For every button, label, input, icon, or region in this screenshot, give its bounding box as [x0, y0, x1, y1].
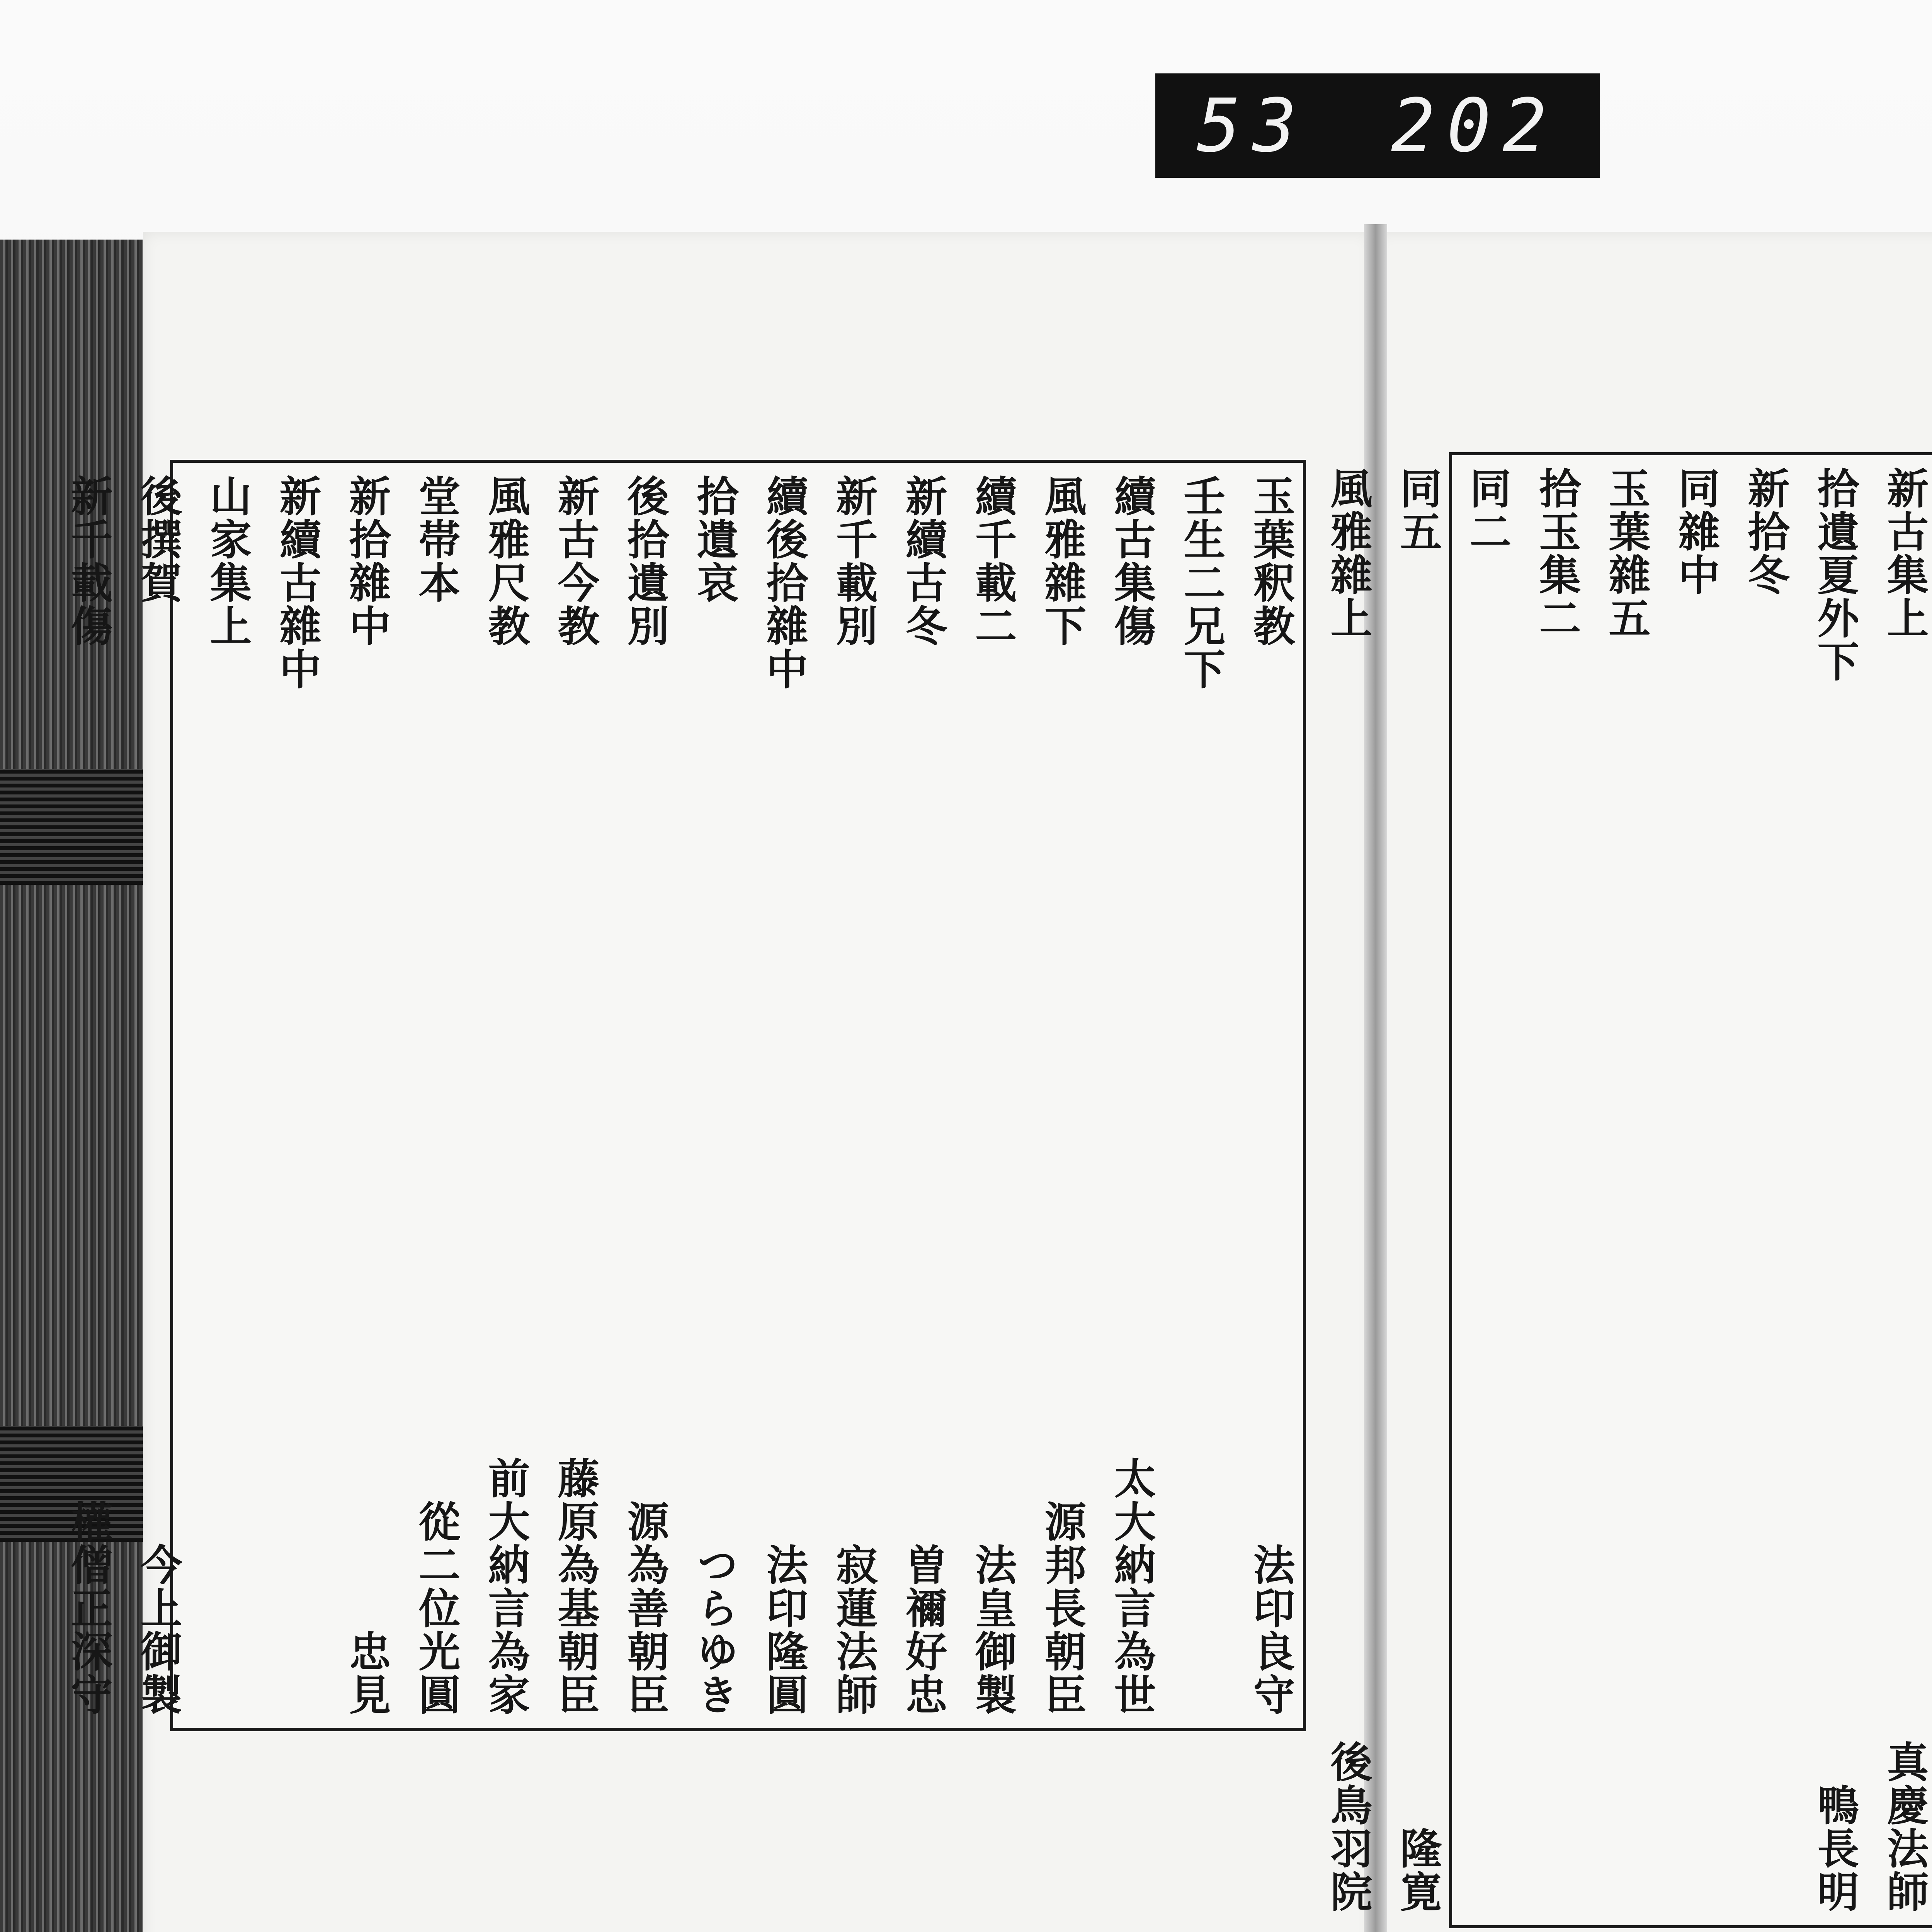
frame-number: 202	[1391, 83, 1558, 168]
poet-name: 後鳥羽院	[1323, 1740, 1372, 1913]
cursive-poem-text-area	[1083, 648, 1152, 1457]
poem-source-title: 拾遺夏外下	[1810, 467, 1859, 683]
poem-source-title: 後撰賀	[133, 474, 182, 604]
poet-name: 源邦長朝臣	[1037, 1500, 1086, 1716]
cursive-poem-text-area	[874, 648, 944, 1543]
left-poem-column	[1013, 474, 1086, 1716]
poem-source-title: 新古今教	[551, 474, 599, 648]
poet-name: 今上御製	[133, 1543, 182, 1716]
poem-source-title: 新拾冬	[1741, 467, 1789, 597]
left-poem-column	[109, 474, 182, 1716]
left-poem-column	[39, 474, 112, 1716]
cursive-poem-text-area	[1925, 640, 1932, 1654]
poet-name: 藤原為基朝臣	[551, 1457, 599, 1716]
poet-name: 法印良守	[1246, 1543, 1295, 1716]
right-page-text-block	[1323, 452, 1932, 1928]
cursive-poem-text-area	[1508, 640, 1577, 1913]
cursive-poem-text-area	[1577, 640, 1647, 1913]
poet-name: 寂蓮法師	[829, 1543, 878, 1716]
cursive-poem-text-area	[318, 648, 387, 1630]
poem-source-title: 玉葉雜五	[1602, 467, 1650, 640]
poem-source-title: 新古集上	[1880, 467, 1929, 640]
left-poem-column	[1152, 474, 1225, 1716]
poem-source-title: 拾玉集二	[1532, 467, 1581, 640]
poem-source-title: 新拾雜中	[342, 474, 391, 648]
poem-source-title: 新千載別	[829, 474, 878, 648]
right-poem-column	[1577, 467, 1650, 1913]
poem-source-title: 續後拾雜中	[759, 474, 808, 691]
poet-name: 法印隆圓	[759, 1543, 808, 1716]
right-poem-column	[1647, 467, 1720, 1913]
poet-name: つらゆき	[690, 1543, 738, 1716]
poem-source-title: 風雅尺教	[481, 474, 530, 648]
poem-source-title: 續古集傷	[1107, 474, 1156, 648]
cursive-poem-text-area	[1716, 597, 1786, 1913]
cursive-poem-text-area	[1152, 691, 1222, 1716]
cursive-poem-text-area	[804, 648, 874, 1543]
poet-name: 曽禰好忠	[898, 1543, 947, 1716]
poem-source-title: 續千載二	[968, 474, 1017, 648]
cursive-poem-text-area	[526, 648, 596, 1457]
cursive-poem-text-area	[1299, 640, 1369, 1740]
poem-source-title	[1925, 467, 1932, 640]
left-poem-column	[526, 474, 599, 1716]
right-poem-column	[1786, 467, 1859, 1913]
right-poem-column	[1925, 467, 1932, 1913]
poet-name	[1925, 1654, 1932, 1913]
right-poem-column	[1299, 467, 1372, 1913]
poem-source-title: 風雅雜下	[1037, 474, 1086, 648]
left-poem-column	[318, 474, 391, 1716]
left-poem-column	[179, 474, 252, 1716]
microfilm-frame-label	[1155, 73, 1600, 178]
cursive-poem-text-area	[1647, 597, 1716, 1913]
poem-source-title: 拾遺哀	[690, 474, 738, 604]
poem-source-title: 堂帯本	[412, 474, 460, 604]
left-poem-column	[248, 474, 321, 1716]
right-poem-column	[1508, 467, 1581, 1913]
left-page-columns	[64, 474, 1295, 1716]
poem-source-title: 新續古雜中	[272, 474, 321, 691]
poem-source-title: 山家集上	[203, 474, 252, 648]
cursive-poem-text-area	[1855, 640, 1925, 1740]
left-poem-column	[387, 474, 460, 1716]
left-poem-column	[944, 474, 1017, 1716]
cursive-poem-text-area	[1369, 553, 1438, 1827]
poet-name: 法皇御製	[968, 1543, 1017, 1716]
poet-name: 太大納言為世	[1107, 1457, 1156, 1716]
poet-name: 隆寛	[1393, 1827, 1442, 1913]
right-poem-column	[1855, 467, 1929, 1913]
left-poem-column	[665, 474, 738, 1716]
cursive-poem-text-area	[944, 648, 1013, 1543]
poem-source-title: 新續古冬	[898, 474, 947, 648]
poem-source-title: 同五	[1393, 467, 1442, 553]
right-poem-column	[1716, 467, 1789, 1913]
left-page-text-block	[64, 460, 1306, 1731]
left-poem-column	[735, 474, 808, 1716]
cursive-poem-text-area	[1438, 553, 1508, 1913]
cursive-poem-text-area	[1013, 648, 1083, 1500]
cursive-poem-text-area	[39, 648, 109, 1500]
poem-source-title: 後拾遺別	[620, 474, 669, 648]
right-poem-column	[1369, 467, 1442, 1913]
right-page-columns	[1323, 467, 1932, 1913]
cursive-poem-text-area	[248, 691, 318, 1716]
left-poem-column	[804, 474, 878, 1716]
left-poem-column	[457, 474, 530, 1716]
right-poem-column	[1438, 467, 1511, 1913]
poem-source-title: 風雅雜上	[1323, 467, 1372, 640]
left-poem-column	[1083, 474, 1156, 1716]
cursive-poem-text-area	[109, 604, 179, 1543]
left-poem-column	[1222, 474, 1295, 1716]
cursive-poem-text-area	[665, 604, 735, 1543]
poet-name: 真慶法師	[1880, 1740, 1929, 1913]
left-poem-column	[874, 474, 947, 1716]
poet-name: 從二位光圓	[412, 1500, 460, 1716]
poet-name: 鴨長明	[1810, 1784, 1859, 1913]
poem-source-title: 同雜中	[1671, 467, 1720, 597]
left-poem-column	[596, 474, 669, 1716]
poet-name: 權僧正深守	[64, 1500, 112, 1716]
poet-name: 源為善朝臣	[620, 1500, 669, 1716]
cursive-poem-text-area	[596, 648, 665, 1500]
cursive-poem-text-area	[735, 691, 804, 1543]
cursive-poem-text-area	[457, 648, 526, 1457]
poet-name: 前大納言為家	[481, 1457, 530, 1716]
poet-name: 忠見	[342, 1630, 391, 1716]
poem-source-title: 同二	[1463, 467, 1511, 553]
poem-source-title: 新千載傷	[64, 474, 112, 648]
cursive-poem-text-area	[1222, 648, 1291, 1543]
cursive-poem-text-area	[387, 604, 457, 1500]
cursive-poem-text-area	[1786, 683, 1855, 1784]
poem-source-title: 玉葉釈教	[1246, 474, 1295, 648]
roll-number: 53	[1197, 83, 1308, 168]
cursive-poem-text-area	[179, 648, 248, 1716]
poem-source-title: 壬生二兄下	[1177, 474, 1225, 691]
